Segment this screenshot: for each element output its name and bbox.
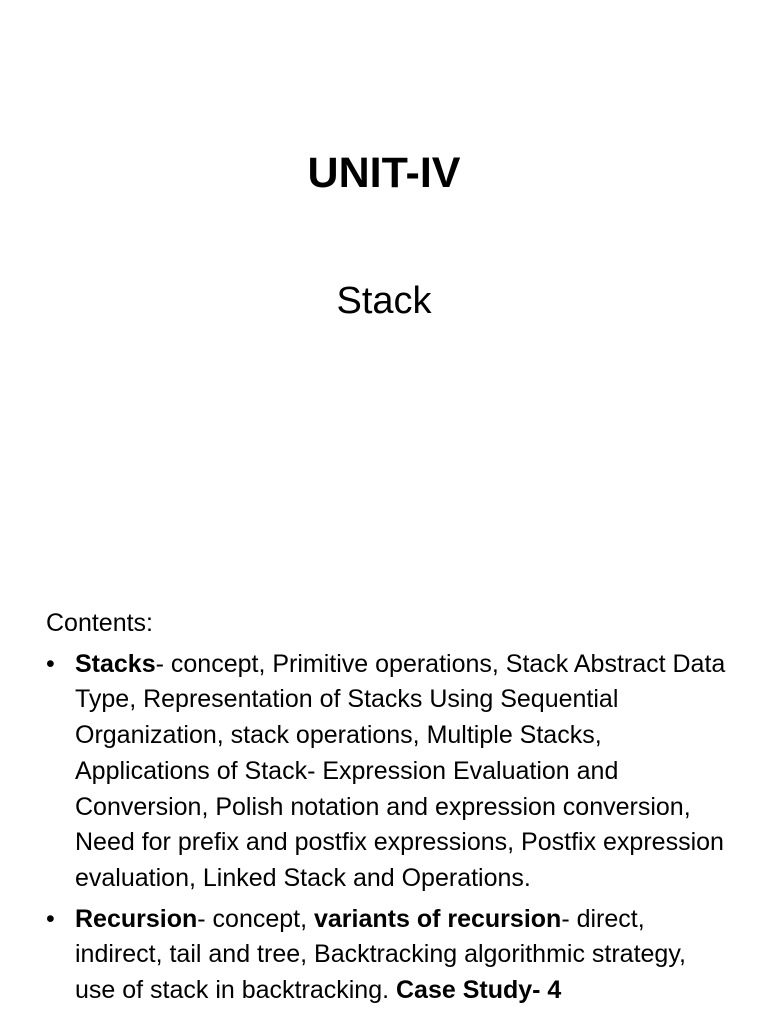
bullet-term-variants: variants of recursion: [314, 904, 562, 933]
slide-subtitle: Stack: [336, 280, 432, 322]
bullet-term-case-study: Case Study- 4: [395, 976, 562, 1005]
bullet-text: - concept, Primitive operations, Stack Abstract Data Type, Representation of Stacks Using Sequential Organization, stack operations, Multiple Stacks, Applications of Stack- Expression Evaluation and Conversion, Polish notation and expression conversion, Need for prefix and postfix expressions, Postfix expression evaluation, Linked Stack and Operations.: [75, 649, 726, 892]
bullet-term: Recursion: [75, 904, 198, 933]
bullet-text: - concept,: [197, 904, 314, 933]
contents-heading: Contents:: [46, 609, 154, 637]
slide-title: UNIT-IV: [307, 149, 461, 197]
list-item: [46, 902, 726, 1009]
list-item: [46, 647, 726, 897]
bullet-icon: •: [46, 649, 55, 678]
bullet-text-variants: - direct, indirect, tail and tree, Backtracking algorithmic strategy, use of stack in backtracking.: [75, 904, 686, 1005]
contents-section: [46, 606, 726, 1014]
bullet-term: Stacks: [75, 649, 156, 678]
contents-list: [46, 647, 726, 1009]
bullet-icon: •: [46, 904, 55, 933]
